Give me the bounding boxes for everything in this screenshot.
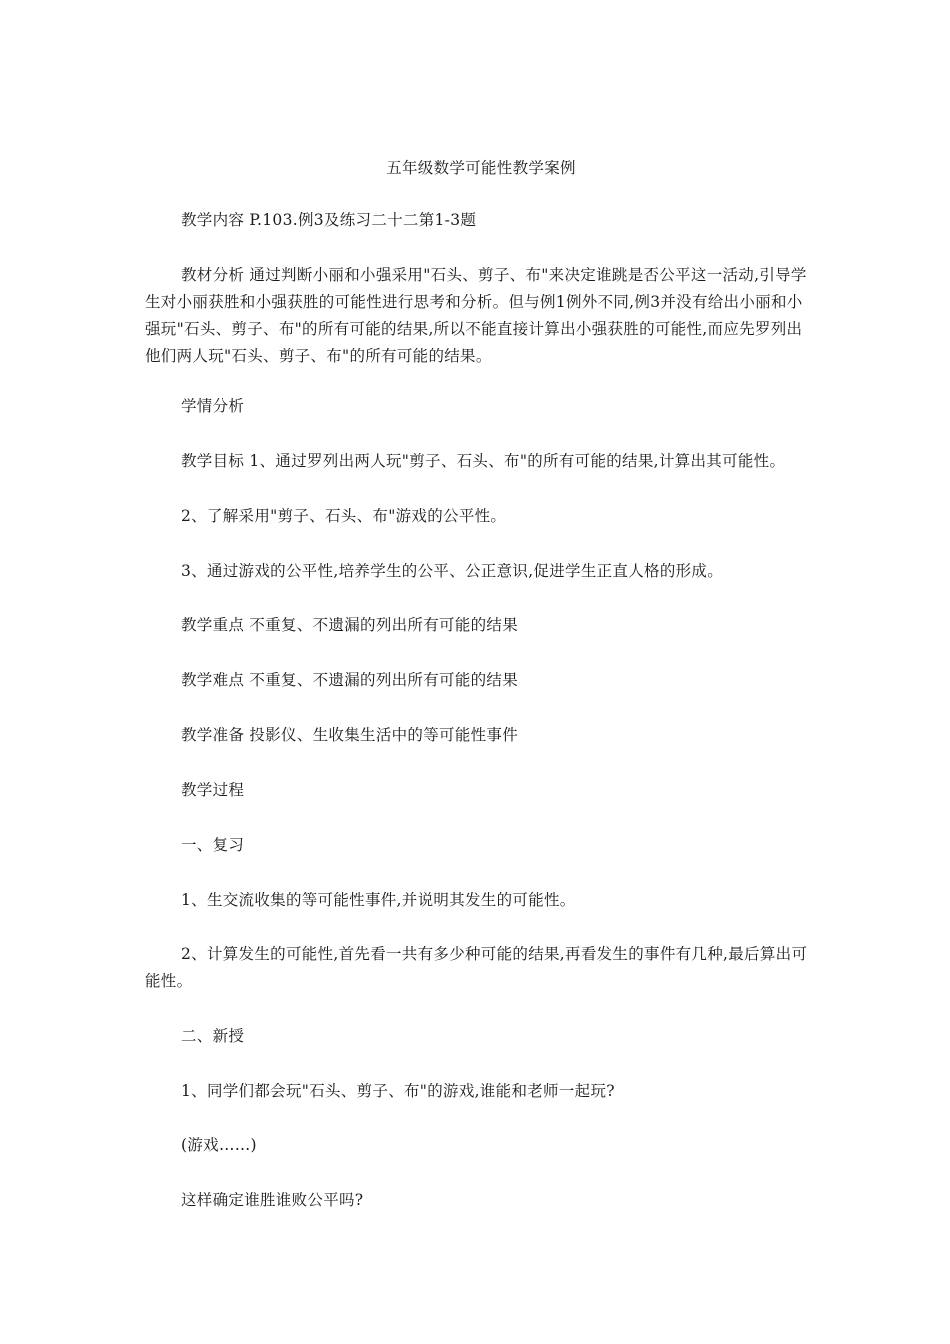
paragraph-goal-3: 3、通过游戏的公平性,培养学生的公平、公正意识,促进学生正直人格的形成。: [181, 562, 724, 580]
paragraph-new-lesson-1: 1、同学们都会玩"石头、剪子、布"的游戏,谁能和老师一起玩?: [181, 1082, 615, 1100]
paragraph-question: 这样确定谁胜谁败公平吗?: [181, 1191, 364, 1209]
paragraph-review-1: 1、生交流收集的等可能性事件,并说明其发生的可能性。: [181, 891, 576, 909]
paragraph-key-point: 教学重点 不重复、不遗漏的列出所有可能的结果: [181, 616, 519, 634]
paragraph-student-analysis: 学情分析: [181, 397, 245, 415]
paragraph-game: (游戏……): [181, 1136, 257, 1154]
paragraph-difficulty: 教学难点 不重复、不遗漏的列出所有可能的结果: [181, 671, 519, 689]
document-title: 五年级数学可能性教学案例: [386, 159, 576, 177]
paragraph-process-heading: 教学过程: [181, 781, 245, 799]
paragraph-review-2: 2、计算发生的可能性,首先看一共有多少种可能的结果,再看发生的事件有几种,最后算出可能性。: [145, 945, 808, 990]
section-review-heading: 一、复习: [181, 836, 245, 854]
paragraph-material-analysis: 教材分析 通过判断小丽和小强采用"石头、剪子、布"来决定谁跳是否公平这一活动,引导学生对小丽获胜和小强获胜的可能性进行思考和分析。但与例1例外不同,例3并没有给出小丽和小强玩"石头、剪子、布"的所有可能的结果,所以不能直接计算出小强获胜的可能性,而应先罗列出他们两人玩"石头、剪子、布"的所有可能的结果。: [145, 266, 807, 365]
paragraph-goal-1: 教学目标 1、通过罗列出两人玩"剪子、石头、布"的所有可能的结果,计算出其可能性。: [181, 452, 786, 470]
paragraph-goal-2: 2、了解采用"剪子、石头、布"游戏的公平性。: [181, 507, 507, 525]
paragraph-content: 教学内容 P.103.例3及练习二十二第1-3题: [181, 211, 477, 229]
paragraph-preparation: 教学准备 投影仪、生收集生活中的等可能性事件: [181, 726, 519, 744]
section-new-lesson-heading: 二、新授: [181, 1027, 245, 1045]
